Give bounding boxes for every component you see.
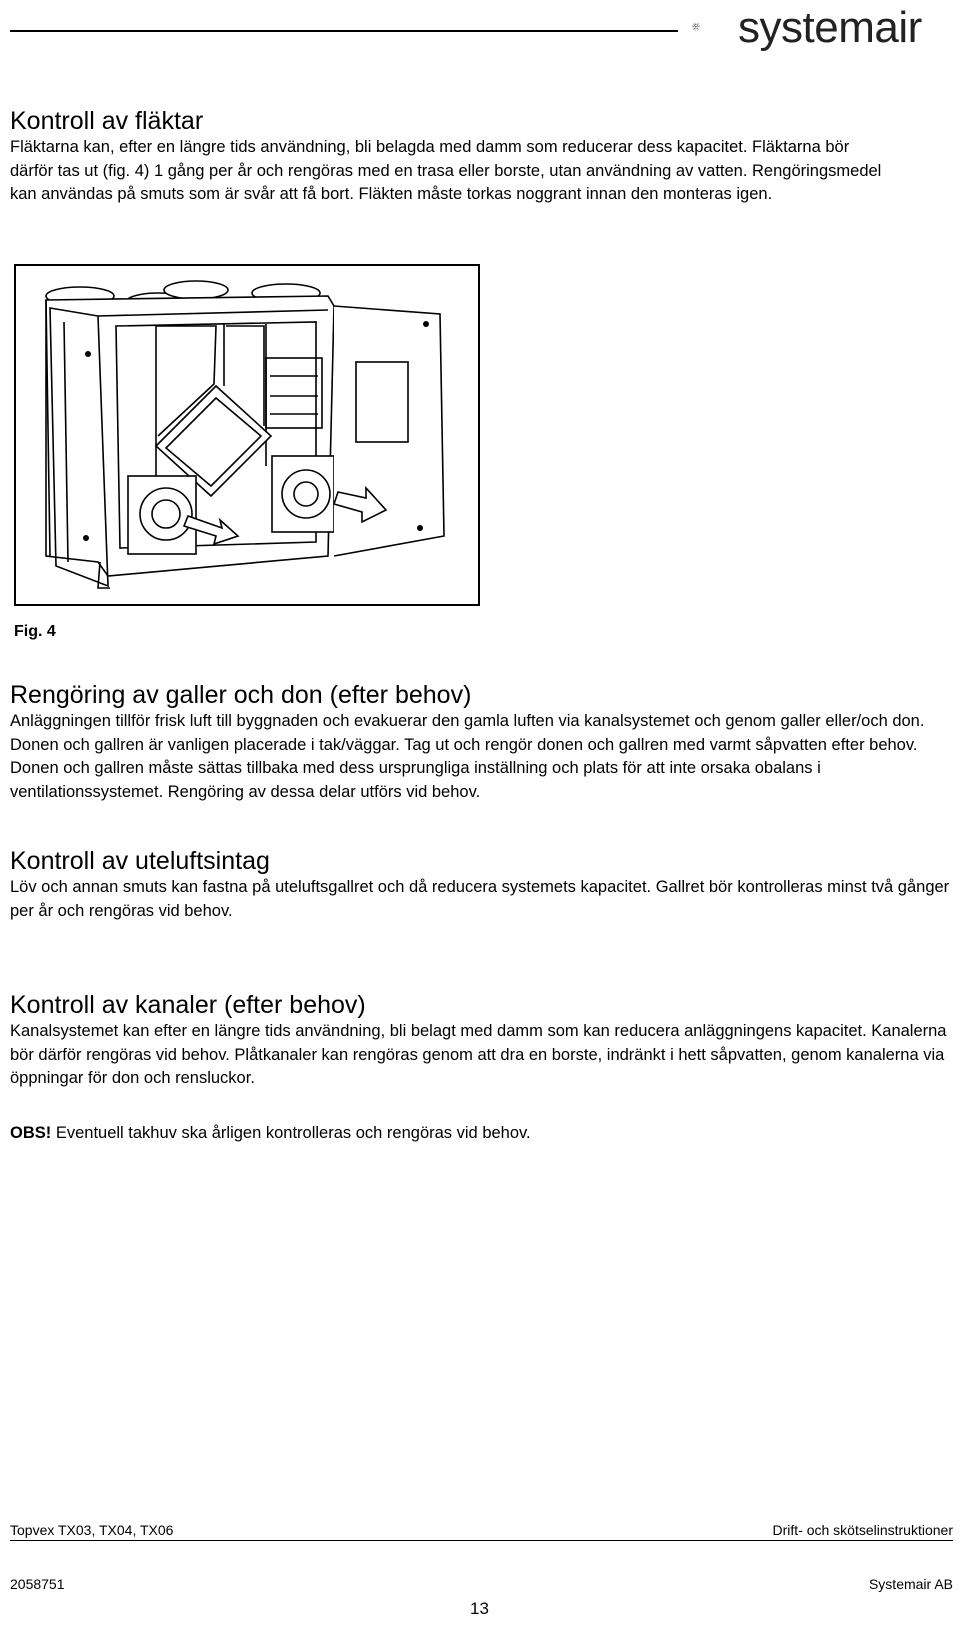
brand-wordmark: systemair <box>738 3 922 52</box>
footer-company: Systemair AB <box>868 1576 953 1592</box>
systemair-logo-icon <box>692 4 736 50</box>
section-heading-flaktar: Kontroll av fläktar <box>10 107 204 135</box>
figure-caption: Fig. 4 <box>14 623 56 640</box>
page-number: 13 <box>470 1599 489 1618</box>
header-rule <box>10 30 678 32</box>
ventilation-unit-drawing <box>16 266 478 604</box>
section-paragraph-galler: Anläggningen tillför frisk luft till byggnaden och evakuerar den gamla luften via kanalsystemet och genom galler eller/och don. Donen och gallren är vanligen placerade i tak/väggar. Tag ut och rengör donen och gallren med varmt såpvatten efter behov. Donen och gallren måste sättas tillbaka med dess ursprungliga inställning och plats för att inte orsaka obalans i ventilationssystemet. Rengöring av dessa delar utförs vid behov. <box>10 712 925 801</box>
footer-product: Topvex TX03, TX04, TX06 <box>10 1522 174 1538</box>
section-heading-uteluftsintag: Kontroll av uteluftsintag <box>10 847 270 875</box>
obs-text: Eventuell takhuv ska årligen kontrolleras och rengöras vid behov. <box>51 1124 531 1142</box>
section-paragraph-kanaler: Kanalsystemet kan efter en längre tids användning, bli belagt med damm som kan reducera anläggningens kapacitet. Kanalerna bör därför rengöras vid behov. Plåtkanaler kan rengöras genom att dra en borste, indränkt i hett såpvatten, genom kanalerna via öppningar för don och rensluckor. <box>10 1022 947 1087</box>
section-paragraph-flaktar: Fläktarna kan, efter en längre tids användning, bli belagda med damm som reducerar dess kapacitet. Fläktarna bör därför tas ut (fig. 4) 1 gång per år och rengöras med en trasa eller borste, utan användning av vatten. Rengöringsmedel kan användas på smuts som är svår att få bort. Fläkten måste torkas noggrant innan den monteras igen. <box>10 138 882 203</box>
figure-4-illustration <box>14 264 480 606</box>
footer-doc-number: 2058751 <box>10 1576 65 1592</box>
section-paragraph-uteluftsintag: Löv och annan smuts kan fastna på uteluftsgallret och då reducera systemets kapacitet. Gallret bör kontrolleras minst två gånger per år och rengöras vid behov. <box>10 878 950 920</box>
obs-note <box>10 1122 531 1145</box>
footer-manual-title: Drift- och skötselinstruktioner <box>772 1522 953 1538</box>
obs-label: OBS! <box>10 1124 52 1142</box>
footer-rule <box>10 1540 953 1541</box>
section-heading-kanaler: Kontroll av kanaler (efter behov) <box>10 991 366 1019</box>
section-heading-galler: Rengöring av galler och don (efter behov) <box>10 681 472 709</box>
